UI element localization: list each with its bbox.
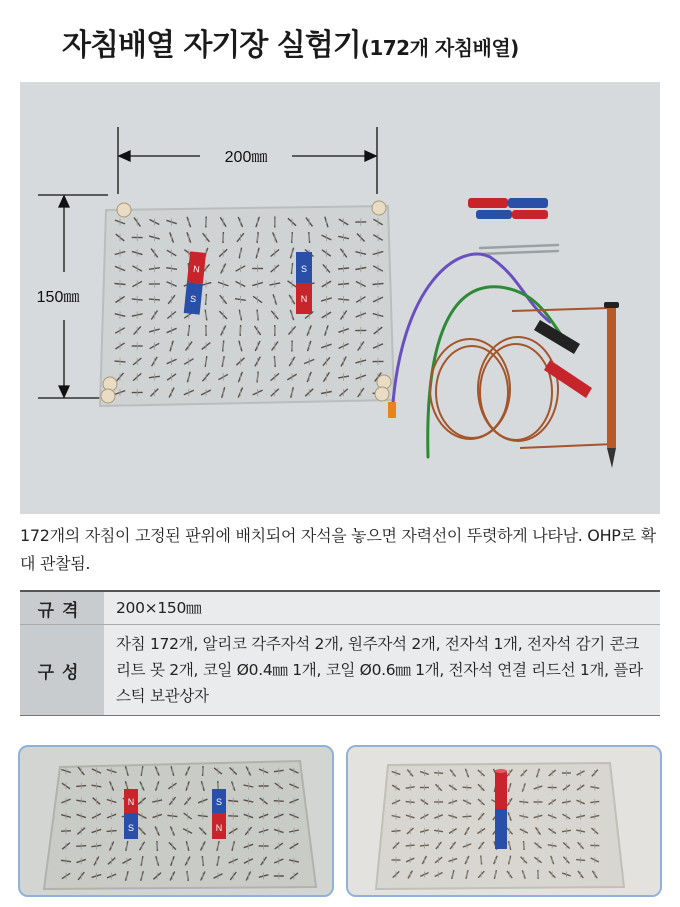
thumb-left-magnet-2-pole-n: N (215, 823, 223, 833)
electromagnet-nail (604, 302, 619, 468)
page-title (62, 20, 519, 63)
thumb-left-magnet-2-pole-s: S (215, 797, 223, 807)
thumb-left-magnet-1 (124, 789, 138, 839)
magnet-right-pole-n: N (300, 294, 308, 304)
acrylic-plate (100, 206, 394, 406)
product-description: 172개의 자침이 고정된 판위에 배치되어 자석을 놓으면 자력선이 뚜렷하게 나타남. OHP로 확대 관찰됨. (20, 526, 656, 573)
width-label: 200㎜ (224, 149, 268, 166)
spec-row-size (20, 592, 660, 625)
bar-magnet-right (296, 252, 312, 314)
spec-row-components (20, 625, 660, 715)
magnet-right-pole-s: S (300, 264, 308, 274)
spec-table (20, 590, 660, 716)
title-sub: (172개 자침배열) (360, 36, 519, 60)
concrete-nails (480, 245, 558, 254)
orange-terminal (388, 402, 396, 418)
product-photo-illustration (20, 82, 660, 514)
magnet-left-pole-s: S (189, 293, 197, 305)
product-photo (20, 82, 660, 514)
thumb-left-magnet-1-pole-n: N (127, 797, 135, 807)
thumb-left-magnet-2 (212, 789, 226, 839)
spec-value-components: 자침 172개, 알리코 각주자석 2개, 원주자석 2개, 전자석 1개, 전자석 감기 콘크리트 못 2개, 코일 Ø0.4㎜ 1개, 코일 Ø0.6㎜ 1개, 전자석 연결 리드선 1개, 플라스틱 보관상자 (104, 625, 660, 715)
title-main: 자침배열 자기장 실험기 (62, 28, 361, 63)
coils (430, 308, 614, 448)
height-label: 150㎜ (36, 289, 80, 306)
spec-label-components: 구성 (20, 625, 104, 715)
thumb-left-magnet-1-pole-s: S (127, 823, 135, 833)
thumb-right-cylinder-magnet (495, 769, 507, 849)
spec-label-size: 규격 (20, 592, 104, 624)
thumbnail-cylinder-magnet (346, 745, 662, 897)
cylinder-magnets (468, 198, 548, 219)
thumbnail-two-magnets (18, 745, 334, 897)
magnet-left-pole-n: N (192, 263, 201, 275)
spec-value-size: 200×150㎜ (104, 592, 660, 624)
